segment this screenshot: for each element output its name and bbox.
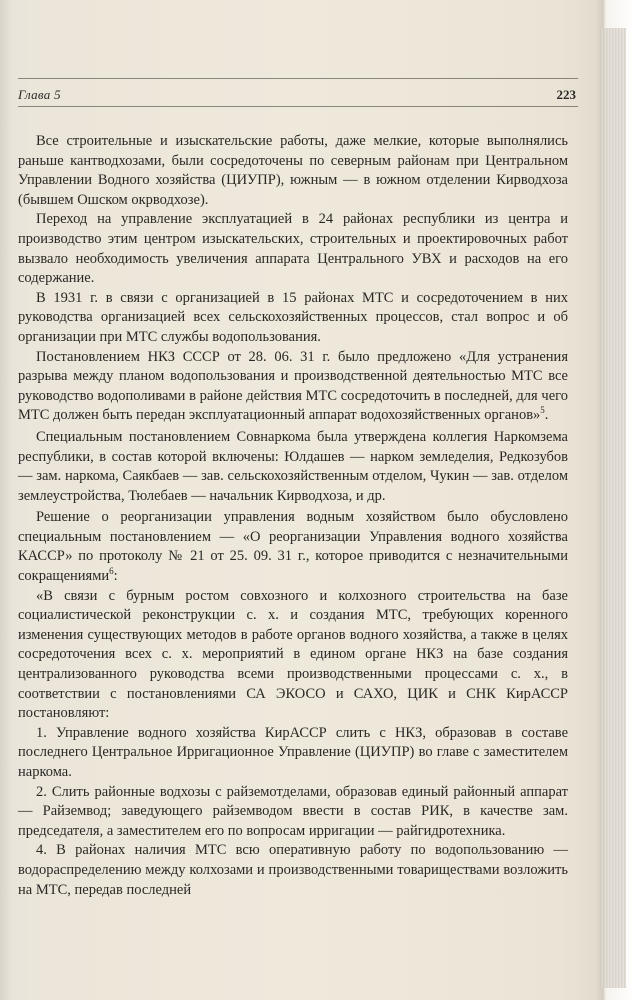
paragraph: Переход на управление эксплуатацией в 24 районах республики из центра и производство этим центром изыскательских, строительных и проектировочных работ вызвало необходимость увеличения аппарата Центрального УВХ и расходов на его содержание. bbox=[18, 211, 568, 287]
paragraph: Все строительные и изыскательские работы, даже мелкие, которые выполнялись раньше кантводхозами, были сосредоточены по северным районам при Центральном Управлении Водного хозяйства (ЦИУПР), южным — в южном отделении Кирводхоза (бывшем Ошском окрводхозе). bbox=[18, 133, 568, 208]
paragraph: В 1931 г. в связи с организацией в 15 районах МТС и сосредоточением в них руководства организацией всех сельскохозяйственных процессов, стал вопрос и об организации при МТС службы водопользования. bbox=[18, 289, 568, 345]
paragraph-text: Постановлением НКЗ СССР от 28. 06. 31 г. было предложено «Для устранения разрыва между планом водопользования и производственной деятельностью МТС все руководство водополивами в районе действия МТС сосредоточить в последней, для чего МТС должен быть передан эксплуатационный аппарат водохозяйственных органов» bbox=[18, 348, 568, 424]
footnote-ref: 6 bbox=[109, 566, 114, 577]
paragraph-tail: : bbox=[113, 568, 118, 585]
header-rule-bottom bbox=[18, 106, 578, 107]
footnote-ref: 5 bbox=[540, 405, 545, 416]
list-item: 2. Слить районные водхозы с райземотделами, образовав единый районный аппарат — Райземвод; заведующего райземводом ввести в состав РИК, в качестве зам. председателя, а заместителем его по вопросам ирригации — райгидротехника. bbox=[18, 783, 568, 839]
paragraph bbox=[18, 508, 568, 586]
header-rule-top bbox=[18, 78, 578, 79]
page-number: 223 bbox=[556, 87, 576, 102]
book-page-edges bbox=[600, 28, 626, 988]
book-page bbox=[18, 70, 578, 975]
quote-paragraph: «В связи с бурным ростом совхозного и колхозного строительства на базе социалистической реконструкции с. х. и создания МТС, требующих коренного изменения существующих методов в работе органов водного хозяйства, а также в целях сосредоточения всех с. х. мероприятий в едином органе НКЗ на базе создания централизованного руководства всеми производственными процессами с. х., в соответствии с постановлениями СА ЭКОСО и САХО, ЦИК и СНК КирАССР постановляют: bbox=[18, 587, 568, 722]
paragraph: Постановлением НКЗ СССР от 28. 06. 31 г. было предложено «Для устранения разрыва между планом водопользования и производственной деятельностью МТС все руководство водополивами в районе действия МТС сосредоточить в последней, для чего МТС должен быть передан эксплуатационный аппарат водохозяйственных органов»$^5$. bbox=[18, 348, 568, 424]
paragraph: Специальным постановлением Совнаркома была утверждена коллегия Наркомзема республики, в состав которой включены: Юлдашев — нарком земледелия, Редкозубов — зам. наркома, Саякбаев — зав. сельскохозяйственным отделом, Чукин — зав. отделом землеустройства, Тюлебаев — начальник Кирводхоза, и др. bbox=[18, 428, 568, 504]
list-item: 1. Управление водного хозяйства КирАССР слить с НКЗ, образовав в составе последнего Центральное Ирригационное Управление (ЦИУПР) во главе с заместителем наркома. bbox=[18, 724, 568, 780]
running-head-chapter: Глава 5 bbox=[18, 87, 61, 102]
list-item: 4. В районах наличия МТС всю оперативную работу по водопользованию — водораспределению между колхозами и производственными товариществами возложить на МТС, передав последней bbox=[18, 842, 568, 898]
body-text bbox=[18, 132, 568, 900]
paragraph-text: Решение о реорганизации управления водным хозяйством было обусловлено специальным постановлением — «О реорганизации Управления водного хозяйства КАССР» по протоколу № 21 от 25. 09. 31 г., которое приводится с незначительными сокращениями bbox=[18, 509, 568, 585]
